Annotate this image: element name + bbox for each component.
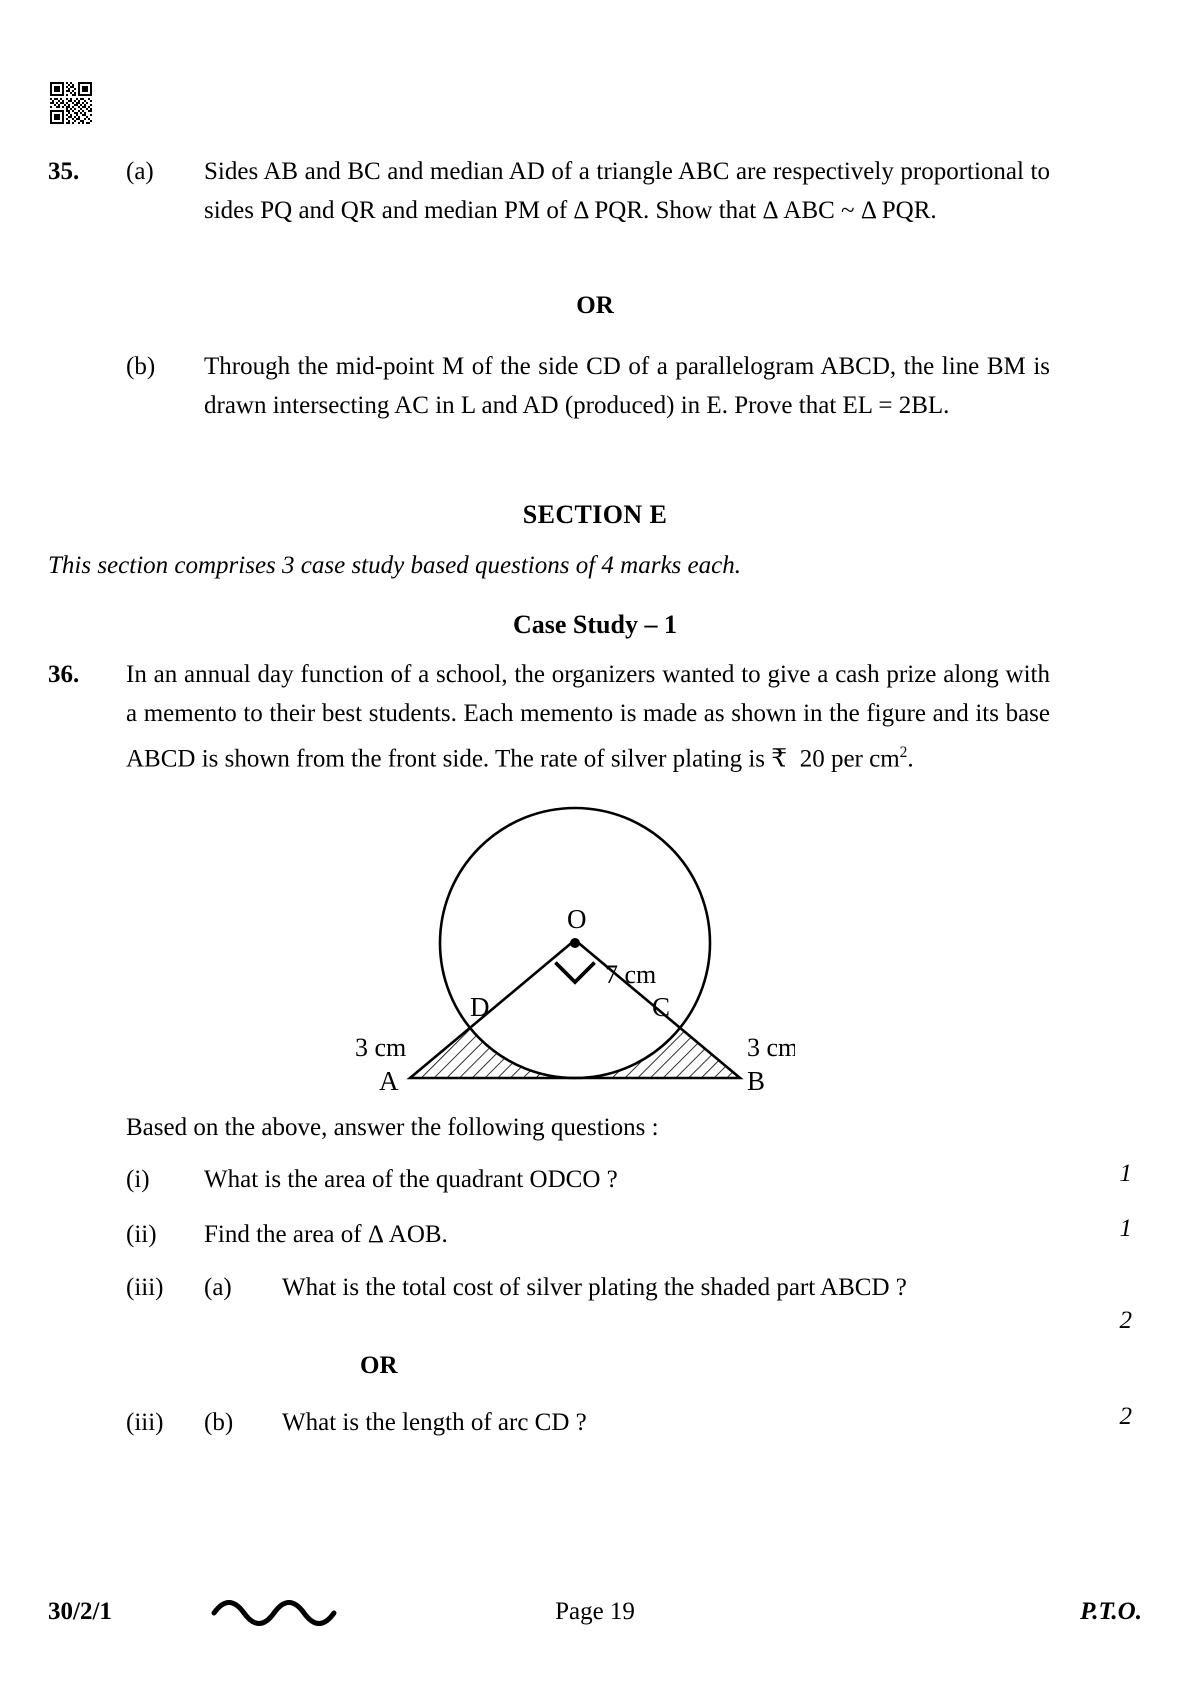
case-study-1-heading: Case Study – 1	[513, 610, 677, 639]
question-35-a-label: (a)	[126, 158, 154, 185]
subquestion-i	[126, 1160, 1086, 1199]
footer-paper-code: 30/2/1	[48, 1598, 112, 1625]
figure-svg	[355, 800, 795, 1110]
question-36-rate-value: 20 per cm	[799, 745, 900, 773]
subquestion-iii-a-label: (iii)	[126, 1274, 164, 1301]
label-o: O	[567, 904, 587, 934]
label-right-3cm: 3 cm	[747, 1033, 795, 1062]
footer-page-number: Page 19	[555, 1598, 635, 1625]
question-35-b-text: Through the mid-point M of the side CD of a parallelogram ABCD, the line BM is drawn intersecting AC in L and AD (produced) in E. Prove that EL = 2BL.	[204, 353, 1050, 419]
subquestion-iii-or-label: OR	[360, 1352, 398, 1379]
subquestion-iii-b-sublabel: (b)	[204, 1409, 234, 1436]
rupee-symbol: ₹	[771, 745, 788, 773]
question-36-rate-end: .	[907, 745, 914, 773]
question-35-part-b	[48, 347, 1108, 425]
footer-pto: P.T.O.	[1080, 1598, 1142, 1625]
label-d: D	[470, 992, 490, 1022]
page-footer	[0, 1598, 1190, 1638]
question-36-stem	[126, 655, 1050, 778]
label-b: B	[747, 1066, 766, 1096]
question-36-rate-exponent: 2	[899, 744, 908, 761]
subquestion-i-marks: 1	[1119, 1160, 1132, 1187]
subquestion-i-label: (i)	[126, 1166, 150, 1193]
question-35-b-label: (b)	[126, 353, 156, 380]
subquestion-ii-text: Find the area of Δ AOB.	[204, 1221, 448, 1248]
subquestion-iii-b-text: What is the length of arc CD ?	[282, 1409, 587, 1436]
question-36-instruction: Based on the above, answer the following questions :	[126, 1114, 659, 1141]
label-c: C	[652, 992, 671, 1022]
memento-base-figure	[355, 800, 795, 1110]
question-35-part-a	[48, 152, 1108, 230]
question-36-stem-text: In an annual day function of a school, the organizers wanted to give a cash prize along with a memento to their best students. Each memento is made as shown in the figure and its base ABCD is shown from the front side. The rate of silver plating is	[126, 661, 1050, 773]
subquestion-iii-a-sublabel: (a)	[204, 1274, 232, 1301]
question-36	[48, 655, 1108, 778]
section-e-heading: SECTION E	[522, 500, 668, 529]
subquestion-iii-b-label: (iii)	[126, 1409, 164, 1436]
section-e-note: This section comprises 3 case study based questions of 4 marks each.	[48, 552, 741, 579]
question-35-a-text: Sides AB and BC and median AD of a triangle ABC are respectively proportional to sides PQ and QR and median PM of Δ PQR. Show that Δ ABC ~ Δ PQR.	[204, 158, 1050, 224]
subquestion-ii	[126, 1215, 1086, 1254]
qr-code-icon	[50, 82, 92, 124]
label-a: A	[379, 1066, 399, 1096]
subquestion-iii-a	[126, 1268, 1106, 1307]
center-point-o	[570, 938, 580, 948]
label-radius-7cm: 7 cm	[605, 960, 657, 989]
subquestion-i-text: What is the area of the quadrant ODCO ?	[204, 1166, 618, 1193]
subquestion-iii-a-text: What is the total cost of silver plating the shaded part ABCD ?	[282, 1274, 907, 1301]
question-35-or-label: OR	[576, 292, 614, 319]
subquestion-iii-b-marks: 2	[1119, 1403, 1132, 1430]
subquestion-iii-a-marks: 2	[1119, 1307, 1132, 1334]
subquestion-ii-label: (ii)	[126, 1221, 157, 1248]
subquestion-ii-marks: 1	[1119, 1215, 1132, 1242]
question-36-number: 36.	[48, 661, 80, 688]
subquestion-iii-b	[126, 1403, 1106, 1442]
shaded-region-abcd	[410, 940, 740, 1078]
question-35-number: 35.	[48, 158, 80, 185]
label-left-3cm: 3 cm	[355, 1033, 407, 1062]
